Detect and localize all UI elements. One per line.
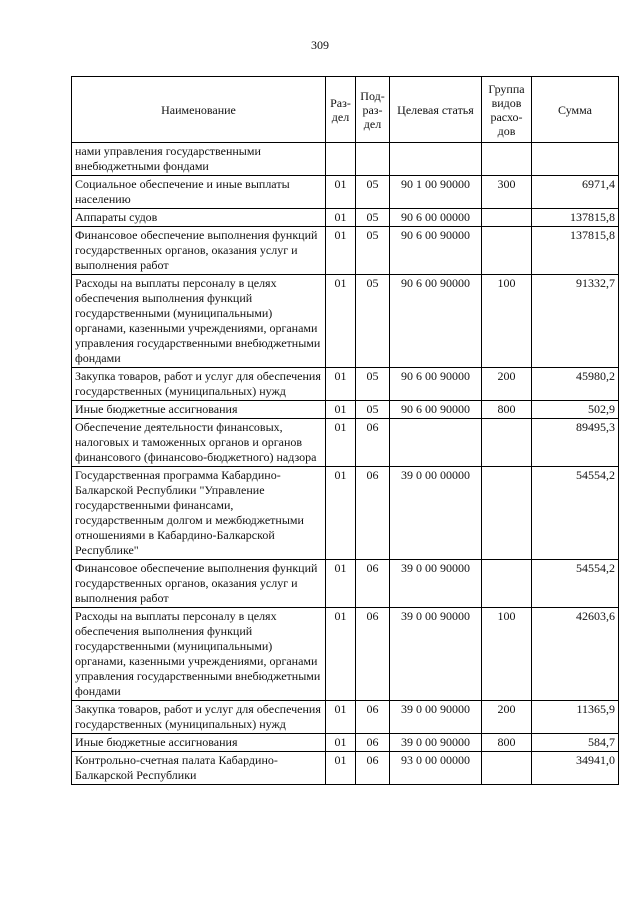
table-row (72, 734, 619, 752)
row-sum: 34941,0 (532, 752, 619, 785)
row-name: нами управления государственными внебюджетными фондами (72, 143, 326, 176)
table-row (72, 143, 619, 176)
row-section: 01 (326, 401, 356, 419)
row-subsection: 05 (356, 176, 390, 209)
table-row (72, 560, 619, 608)
row-subsection: 06 (356, 560, 390, 608)
row-name: Иные бюджетные ассигнования (72, 734, 326, 752)
row-expense-group: 800 (482, 401, 532, 419)
row-expense-group: 100 (482, 608, 532, 701)
row-name: Финансовое обеспечение выполнения функций государственных органов, оказания услуг и выполнения работ (72, 560, 326, 608)
row-target-article (390, 143, 482, 176)
row-sum: 502,9 (532, 401, 619, 419)
table-row (72, 467, 619, 560)
row-name: Аппараты судов (72, 209, 326, 227)
row-section: 01 (326, 734, 356, 752)
row-expense-group (482, 227, 532, 275)
row-section: 01 (326, 176, 356, 209)
table-row (72, 227, 619, 275)
row-name: Закупка товаров, работ и услуг для обеспечения государственных (муниципальных) нужд (72, 368, 326, 401)
row-target-article: 39 0 00 90000 (390, 608, 482, 701)
budget-table (71, 76, 619, 785)
row-name: Обеспечение деятельности финансовых, налоговых и таможенных органов и органов финансового (финансово-бюджетного) надзора (72, 419, 326, 467)
row-target-article: 90 6 00 90000 (390, 227, 482, 275)
row-sum: 89495,3 (532, 419, 619, 467)
row-subsection: 06 (356, 467, 390, 560)
table-row (72, 176, 619, 209)
row-target-article: 90 6 00 90000 (390, 368, 482, 401)
row-name: Государственная программа Кабардино-Балкарской Республики "Управление государственными финансами, государственным долгом и межбюджетными отношениями в Кабардино-Балкарской Республике" (72, 467, 326, 560)
table-row (72, 608, 619, 701)
row-name: Контрольно-счетная палата Кабардино-Балкарской Республики (72, 752, 326, 785)
row-section: 01 (326, 752, 356, 785)
header-subsection: Под- раз- дел (356, 77, 390, 143)
row-expense-group: 200 (482, 368, 532, 401)
row-name: Финансовое обеспечение выполнения функций государственных органов, оказания услуг и выполнения работ (72, 227, 326, 275)
row-name: Иные бюджетные ассигнования (72, 401, 326, 419)
header-target-article: Целевая статья (390, 77, 482, 143)
table-row (72, 752, 619, 785)
row-expense-group (482, 560, 532, 608)
row-subsection: 05 (356, 227, 390, 275)
row-name: Закупка товаров, работ и услуг для обеспечения государственных (муниципальных) нужд (72, 701, 326, 734)
page-number: 309 (311, 38, 329, 52)
row-expense-group: 800 (482, 734, 532, 752)
row-sum: 137815,8 (532, 209, 619, 227)
row-target-article: 90 6 00 90000 (390, 275, 482, 368)
row-target-article: 90 1 00 90000 (390, 176, 482, 209)
row-subsection: 06 (356, 419, 390, 467)
row-sum: 6971,4 (532, 176, 619, 209)
row-sum: 91332,7 (532, 275, 619, 368)
header-row (72, 77, 619, 143)
row-target-article: 90 6 00 90000 (390, 401, 482, 419)
table-row (72, 209, 619, 227)
row-expense-group (482, 467, 532, 560)
table-row (72, 275, 619, 368)
table-row (72, 701, 619, 734)
row-name: Расходы на выплаты персоналу в целях обеспечения выполнения функций государственными (муниципальными) органами, казенными учреждениями, органами управления государственными внебюджетными фондами (72, 608, 326, 701)
row-expense-group (482, 752, 532, 785)
row-section: 01 (326, 701, 356, 734)
table-body (72, 143, 619, 785)
row-expense-group (482, 209, 532, 227)
row-section (326, 143, 356, 176)
row-section: 01 (326, 368, 356, 401)
row-subsection: 05 (356, 275, 390, 368)
row-sum: 584,7 (532, 734, 619, 752)
row-section: 01 (326, 209, 356, 227)
row-subsection: 05 (356, 209, 390, 227)
row-subsection: 06 (356, 752, 390, 785)
row-sum (532, 143, 619, 176)
table-row (72, 368, 619, 401)
row-target-article: 90 6 00 00000 (390, 209, 482, 227)
row-sum: 137815,8 (532, 227, 619, 275)
row-subsection: 05 (356, 368, 390, 401)
row-expense-group: 100 (482, 275, 532, 368)
row-sum: 54554,2 (532, 467, 619, 560)
row-target-article: 93 0 00 00000 (390, 752, 482, 785)
table-row (72, 419, 619, 467)
table-row (72, 401, 619, 419)
row-target-article (390, 419, 482, 467)
row-target-article: 39 0 00 90000 (390, 560, 482, 608)
row-target-article: 39 0 00 00000 (390, 467, 482, 560)
row-section: 01 (326, 608, 356, 701)
row-section: 01 (326, 419, 356, 467)
row-section: 01 (326, 227, 356, 275)
header-sum: Сумма (532, 77, 619, 143)
row-subsection: 06 (356, 608, 390, 701)
row-subsection (356, 143, 390, 176)
row-expense-group (482, 143, 532, 176)
row-section: 01 (326, 275, 356, 368)
row-expense-group: 300 (482, 176, 532, 209)
row-subsection: 05 (356, 401, 390, 419)
header-name: Наименование (72, 77, 326, 143)
row-sum: 42603,6 (532, 608, 619, 701)
row-sum: 54554,2 (532, 560, 619, 608)
row-target-article: 39 0 00 90000 (390, 701, 482, 734)
row-section: 01 (326, 467, 356, 560)
header-expense-group: Группа видов расхо- дов (482, 77, 532, 143)
row-subsection: 06 (356, 701, 390, 734)
row-subsection: 06 (356, 734, 390, 752)
header-section: Раз- дел (326, 77, 356, 143)
row-sum: 11365,9 (532, 701, 619, 734)
row-name: Расходы на выплаты персоналу в целях обеспечения выполнения функций государственными (муниципальными) органами, казенными учреждениями, органами управления государственными внебюджетными фондами (72, 275, 326, 368)
table-header (72, 77, 619, 143)
row-target-article: 39 0 00 90000 (390, 734, 482, 752)
row-name: Социальное обеспечение и иные выплаты населению (72, 176, 326, 209)
row-expense-group: 200 (482, 701, 532, 734)
row-section: 01 (326, 560, 356, 608)
row-expense-group (482, 419, 532, 467)
row-sum: 45980,2 (532, 368, 619, 401)
